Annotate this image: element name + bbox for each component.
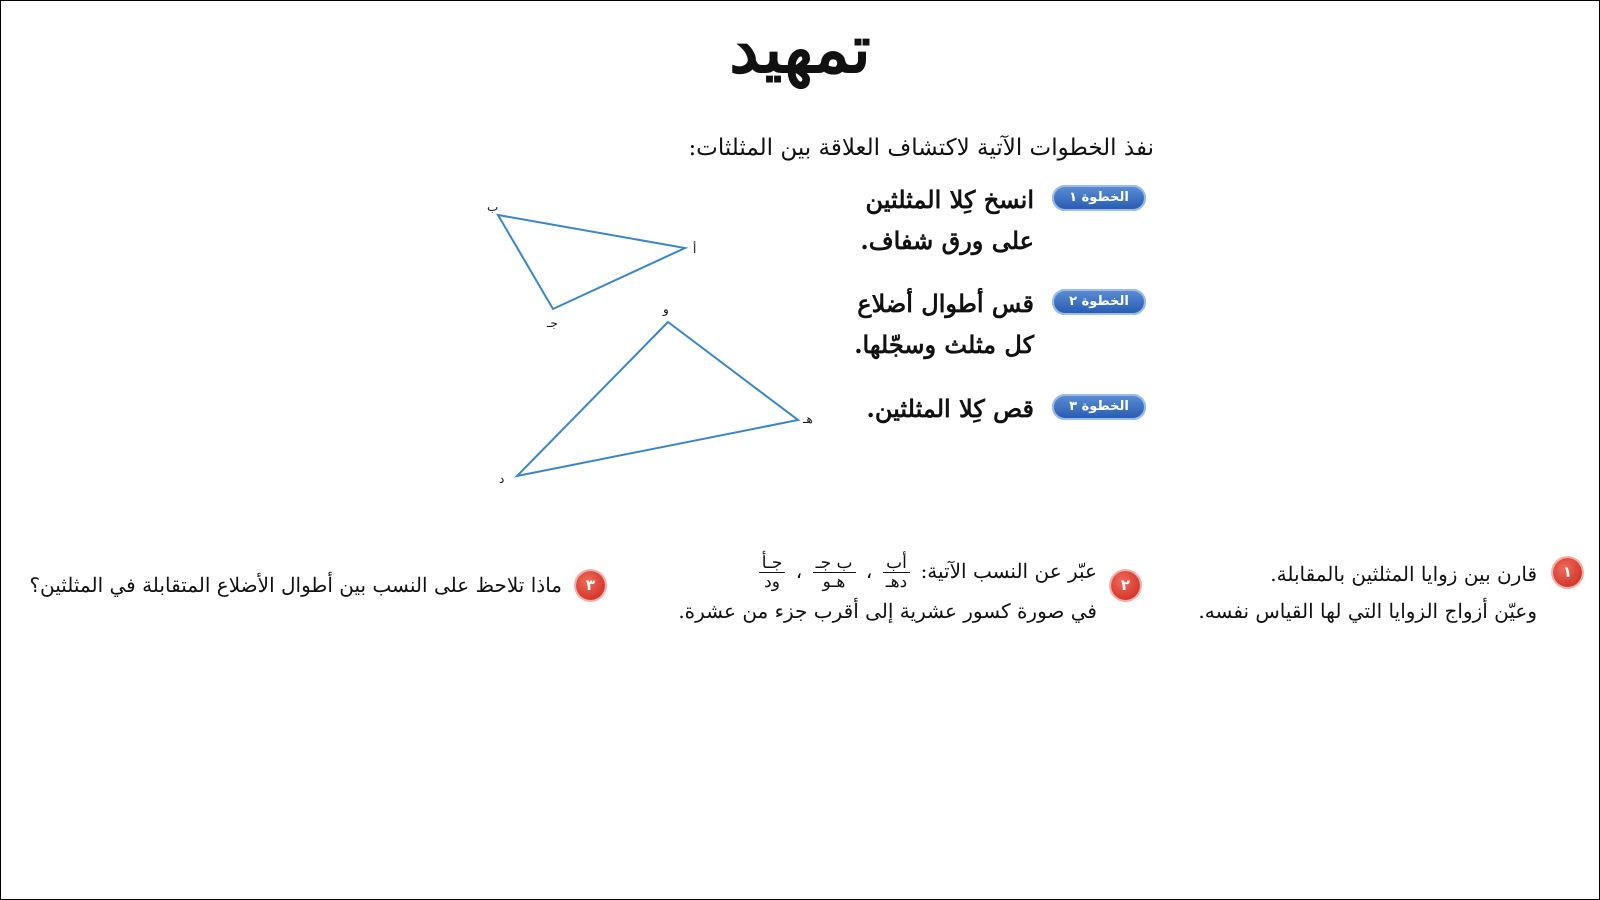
- question-1-line2: وعيّن أزواج الزوايا التي لها القياس نفسه.: [1198, 599, 1537, 623]
- separator-1: ،: [865, 559, 873, 583]
- fraction-3-numerator: جـأ: [759, 554, 786, 573]
- question-3: [29, 567, 562, 604]
- vertex-label-w: و: [663, 302, 669, 316]
- fraction-3-denominator: ود: [764, 572, 780, 592]
- intro-text: نفذ الخطوات الآتية لاكتشاف العلاقة بين المثلثات:: [688, 135, 1154, 161]
- triangle-abc: [498, 215, 685, 309]
- fraction-2-denominator: هـو: [822, 572, 846, 592]
- separator-2: ،: [795, 559, 803, 583]
- question-1-number: ١: [1553, 558, 1582, 587]
- step-2-text: [854, 283, 1034, 365]
- question-1-line1: قارن بين زوايا المثلثين بالمقابلة.: [1270, 562, 1537, 586]
- question-2-line1: عبّر عن النسب الآتية:: [920, 559, 1097, 583]
- triangle-dhw: [517, 322, 798, 476]
- step-1: [826, 179, 1146, 263]
- step-2-line2: كل مثلث وسجّلها.: [854, 330, 1034, 359]
- step-3-line1: قص كِلا المثلثين.: [866, 394, 1034, 423]
- step-3: [826, 388, 1146, 432]
- fraction-1-numerator: أب: [883, 554, 911, 573]
- question-2-line1-row: [678, 551, 1097, 591]
- step-1-line2: على ورق شفاف.: [860, 226, 1034, 255]
- fraction-ab-dh: [883, 554, 911, 591]
- fraction-1-denominator: دهـ: [885, 572, 908, 592]
- fraction-2-numerator: ب جـ: [813, 554, 856, 573]
- step-2-line1: قس أطوال أضلاع: [857, 289, 1034, 318]
- page-title: تمهيد: [729, 10, 871, 88]
- triangles-diagram: [471, 191, 831, 491]
- step-3-badge: الخطوة ٣: [1052, 394, 1146, 420]
- vertex-label-d: د: [499, 472, 505, 486]
- vertex-label-a: أ: [693, 242, 697, 256]
- step-1-text: [860, 179, 1034, 261]
- question-2-line2: في صورة كسور عشرية إلى أقرب جزء من عشرة.: [678, 599, 1097, 623]
- step-1-badge: الخطوة ١: [1052, 185, 1146, 211]
- question-3-number: ٣: [576, 571, 605, 600]
- question-2-number: ٢: [1111, 571, 1140, 600]
- step-3-text: [867, 388, 1034, 429]
- step-2-badge: الخطوة ٢: [1052, 289, 1146, 315]
- vertex-label-h: هـ: [803, 412, 813, 426]
- fraction-ja-wd: [759, 554, 786, 591]
- question-1: [1198, 556, 1537, 630]
- step-1-line1: انسخ كِلا المثلثين: [865, 185, 1034, 214]
- vertex-label-j: جـ: [547, 316, 558, 330]
- vertex-label-b: ب: [487, 200, 499, 214]
- fraction-bj-hw: [813, 554, 856, 591]
- step-2: [826, 283, 1146, 367]
- question-3-line1: ماذا تلاحظ على النسب بين أطوال الأضلاع المتقابلة في المثلثين؟: [29, 573, 562, 597]
- question-2: [678, 551, 1097, 631]
